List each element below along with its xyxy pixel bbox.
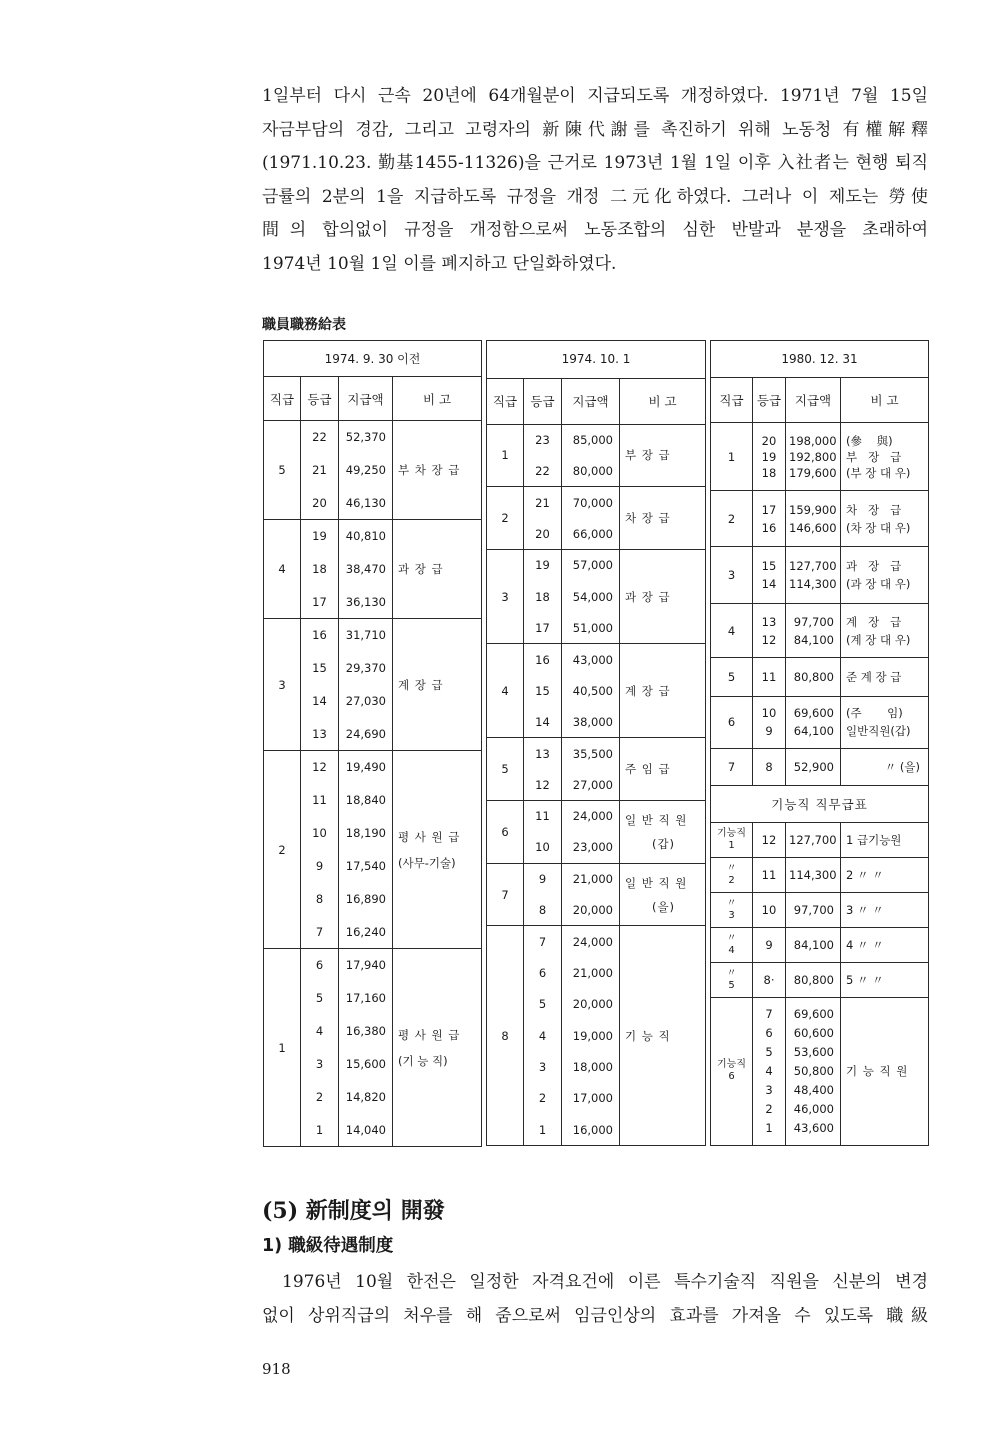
amount-cell: 43,000	[562, 644, 620, 675]
remark-cell: 기 능 직 원	[841, 997, 929, 1145]
table-title: 職員職務給表	[262, 317, 346, 333]
amount-cell: 18,840	[339, 784, 393, 817]
remark-cell: (주 임) 일반직원(갑)	[841, 697, 929, 748]
col-remark: 비 고	[841, 378, 929, 423]
remark-cell: 〃 (을)	[841, 748, 929, 785]
page-number: 918	[262, 1360, 291, 1378]
amount-cell: 19,490	[339, 751, 393, 784]
amount-cell: 15,600	[339, 1048, 393, 1081]
amount-cell: 17,540	[339, 850, 393, 883]
section-heading: (5) 新制度의 開發	[262, 1198, 445, 1224]
amount-cell: 97,700 84,100	[786, 604, 841, 658]
period-header: 1980. 12. 31	[711, 341, 929, 378]
remark-cell: 과 장 급 (과 장 대 우)	[841, 546, 929, 604]
remark-cell: 부 차 장 급	[393, 421, 482, 520]
amount-cell: 127,700	[786, 822, 841, 857]
amount-cell: 21,000	[562, 957, 620, 988]
step-cell: 9	[753, 927, 786, 962]
col-amount: 지급액	[786, 378, 841, 423]
amount-cell: 52,370	[339, 421, 393, 454]
remark-line: 평 사 원 급	[398, 1027, 461, 1042]
amount-cell: 51,000	[562, 612, 620, 643]
amount-cell: 18,190	[339, 817, 393, 850]
tech-grade-cell: 기능직 1	[711, 822, 753, 857]
col-grade: 직급	[487, 378, 524, 424]
remark-cell: 부 장 급	[620, 424, 706, 487]
tech-grade-cell: 〃 5	[711, 962, 753, 997]
amount-cell: 159,900 146,600	[786, 491, 841, 547]
grade-cell: 5	[487, 738, 524, 801]
step-cell: 20	[524, 518, 562, 549]
amount-cell: 38,000	[562, 706, 620, 737]
step-cell: 18	[524, 581, 562, 612]
step-cell: 6	[301, 949, 339, 982]
step-cell: 14	[301, 685, 339, 718]
amount-cell: 127,700 114,300	[786, 546, 841, 604]
grade-cell: 1	[487, 424, 524, 487]
amount-cell: 38,470	[339, 553, 393, 586]
remark-cell: 1 급기능원	[841, 822, 929, 857]
text-line: (1971.10.23. 勤基1455-11326)을 근거로 1973년 1월 1일 이후 入社者는 현행 퇴직	[262, 153, 928, 173]
remark-cell: 준 계 장 급	[841, 658, 929, 697]
grade-cell: 7	[487, 863, 524, 926]
step-cell: 12	[753, 822, 786, 857]
remark-cell: 4 〃 〃	[841, 927, 929, 962]
amount-cell: 80,000	[562, 455, 620, 486]
grade-cell: 2	[264, 751, 301, 949]
step-cell: 17	[301, 586, 339, 619]
remark-cell: 계 장 급	[620, 644, 706, 738]
amount-cell: 23,000	[562, 832, 620, 863]
amount-cell: 24,690	[339, 718, 393, 751]
amount-cell: 19,000	[562, 1020, 620, 1051]
amount-cell: 24,000	[562, 926, 620, 957]
col-step: 등급	[524, 378, 562, 424]
step-cell: 5	[301, 982, 339, 1015]
amount-cell: 27,030	[339, 685, 393, 718]
step-cell: 17	[524, 612, 562, 643]
tech-subtable-title: 기능직 직무급표	[711, 785, 929, 822]
step-cell: 21	[301, 454, 339, 487]
step-cell: 11	[301, 784, 339, 817]
step-cell: 9	[301, 850, 339, 883]
step-cell: 15	[524, 675, 562, 706]
remark-cell: 계 장 급	[393, 619, 482, 751]
text-line: 없이 상위직급의 처우를 해 줌으로써 임금인상의 효과를 가져올 수 있도록 職級	[262, 1305, 928, 1326]
step-cell: 20 19 18	[753, 423, 786, 491]
amount-cell: 85,000	[562, 424, 620, 455]
step-cell: 7 6 5 4 3 2 1	[753, 997, 786, 1145]
grade-cell: 3	[487, 550, 524, 644]
step-cell: 13 12	[753, 604, 786, 658]
step-cell: 21	[524, 487, 562, 518]
amount-cell: 14,040	[339, 1114, 393, 1147]
step-cell: 8	[753, 748, 786, 785]
tech-grade-cell: 〃 2	[711, 857, 753, 892]
col-amount: 지급액	[339, 377, 393, 421]
step-cell: 2	[301, 1081, 339, 1114]
text-line: 금률의 2분의 1을 지급하도록 규정을 개정 二元化하였다. 그러나 이 제도는 勞使	[262, 186, 928, 207]
amount-cell: 29,370	[339, 652, 393, 685]
text-line: 자금부담의 경감, 그리고 고령자의 新陳代謝를 촉진하기 위해 노동청 有權解釋	[262, 119, 928, 140]
amount-cell: 16,240	[339, 916, 393, 949]
step-cell: 8	[524, 895, 562, 926]
amount-cell: 84,100	[786, 927, 841, 962]
tech-grade-cell: 〃 3	[711, 892, 753, 927]
grade-cell: 6	[487, 800, 524, 863]
step-cell: 22	[524, 455, 562, 486]
step-cell: 18	[301, 553, 339, 586]
remark-line: (기 능 직)	[398, 1053, 448, 1068]
step-cell: 8·	[753, 962, 786, 997]
amount-cell: 16,000	[562, 1114, 620, 1145]
grade-cell: 1	[711, 423, 753, 491]
remark-line: 평 사 원 급	[398, 829, 461, 844]
tech-grade-cell: 〃 4	[711, 927, 753, 962]
amount-cell: 69,600 64,100	[786, 697, 841, 748]
col-step: 등급	[753, 378, 786, 423]
amount-cell: 198,000 192,800 179,600	[786, 423, 841, 491]
amount-cell: 40,500	[562, 675, 620, 706]
grade-cell: 3	[711, 546, 753, 604]
text-line: 1976년 10월 한전은 일정한 자격요건에 이른 특수기술직 직원을 신분의 변경	[282, 1272, 928, 1292]
grade-cell: 2	[711, 491, 753, 547]
grade-cell: 5	[264, 421, 301, 520]
step-cell: 16	[301, 619, 339, 652]
remark-line: (을)	[651, 899, 676, 914]
grade-cell: 2	[487, 487, 524, 550]
amount-cell: 20,000	[562, 989, 620, 1020]
amount-cell: 14,820	[339, 1081, 393, 1114]
step-cell: 3	[524, 1051, 562, 1082]
amount-cell: 46,130	[339, 487, 393, 520]
period-header: 1974. 10. 1	[487, 341, 706, 379]
step-cell: 16	[524, 644, 562, 675]
amount-cell: 114,300	[786, 857, 841, 892]
grade-cell: 3	[264, 619, 301, 751]
remark-cell: 2 〃 〃	[841, 857, 929, 892]
remark-cell	[393, 751, 482, 949]
step-cell: 2	[524, 1083, 562, 1114]
remark-line: (사무-기술)	[398, 855, 456, 870]
amount-cell: 36,130	[339, 586, 393, 619]
sub-heading: 1) 職級待遇制度	[262, 1236, 394, 1256]
amount-cell: 49,250	[339, 454, 393, 487]
step-cell: 20	[301, 487, 339, 520]
remark-cell: 5 〃 〃	[841, 962, 929, 997]
amount-cell: 35,500	[562, 738, 620, 769]
amount-cell: 31,710	[339, 619, 393, 652]
step-cell: 7	[524, 926, 562, 957]
text-line: 間의 합의없이 규정을 개정함으로써 노동조합의 심한 반발과 분쟁을 초래하여	[262, 220, 928, 240]
remark-cell: 과 장 급	[393, 520, 482, 619]
col-remark: 비 고	[393, 377, 482, 421]
grade-cell: 7	[711, 748, 753, 785]
step-cell: 8	[301, 883, 339, 916]
step-cell: 10	[524, 832, 562, 863]
step-cell: 17 16	[753, 491, 786, 547]
amount-cell: 17,000	[562, 1083, 620, 1114]
grade-cell: 4	[711, 604, 753, 658]
remark-cell: 차 장 급	[620, 487, 706, 550]
step-cell: 5	[524, 989, 562, 1020]
pay-table-1974-10	[486, 340, 706, 1146]
amount-cell: 80,800	[786, 658, 841, 697]
amount-cell: 97,700	[786, 892, 841, 927]
remark-cell	[393, 949, 482, 1147]
grade-cell: 6	[711, 697, 753, 748]
amount-cell: 57,000	[562, 550, 620, 581]
grade-cell: 1	[264, 949, 301, 1147]
step-cell: 10	[753, 892, 786, 927]
amount-cell: 54,000	[562, 581, 620, 612]
step-cell: 11	[753, 658, 786, 697]
remark-line: 일 반 직 원	[625, 812, 688, 827]
amount-cell: 40,810	[339, 520, 393, 553]
step-cell: 11	[753, 857, 786, 892]
remark-cell: 3 〃 〃	[841, 892, 929, 927]
step-cell: 15	[301, 652, 339, 685]
grade-cell: 4	[487, 644, 524, 738]
step-cell: 12	[524, 769, 562, 800]
amount-cell: 17,160	[339, 982, 393, 1015]
step-cell: 10 9	[753, 697, 786, 748]
remark-cell: 계 장 급 (계 장 대 우)	[841, 604, 929, 658]
remark-cell: 주 임 급	[620, 738, 706, 801]
remark-cell: 기 능 직	[620, 926, 706, 1146]
remark-line: 일 반 직 원	[625, 875, 688, 890]
col-step: 등급	[301, 377, 339, 421]
step-cell: 23	[524, 424, 562, 455]
grade-cell: 8	[487, 926, 524, 1146]
intro-paragraph	[262, 80, 928, 281]
step-cell: 3	[301, 1048, 339, 1081]
grade-cell: 4	[264, 520, 301, 619]
step-cell: 19	[524, 550, 562, 581]
col-amount: 지급액	[562, 378, 620, 424]
step-cell: 7	[301, 916, 339, 949]
tech-grade-cell: 기능직 6	[711, 997, 753, 1145]
amount-cell: 69,600 60,600 53,600 50,800 48,400 46,000 43,600	[786, 997, 841, 1145]
step-cell: 1	[301, 1114, 339, 1147]
amount-cell: 17,940	[339, 949, 393, 982]
step-cell: 6	[524, 957, 562, 988]
step-cell: 22	[301, 421, 339, 454]
amount-cell: 24,000	[562, 800, 620, 831]
remark-cell	[620, 863, 706, 926]
amount-cell: 21,000	[562, 863, 620, 894]
remark-cell: (參 與) 부 장 급 (부 장 대 우)	[841, 423, 929, 491]
text-line: 1974년 10월 1일 이를 폐지하고 단일화하였다.	[262, 253, 617, 274]
remark-cell	[620, 800, 706, 863]
col-remark: 비 고	[620, 378, 706, 424]
step-cell: 4	[301, 1015, 339, 1048]
amount-cell: 52,900	[786, 748, 841, 785]
text-line: 1일부터 다시 근속 20년에 64개월분이 지급되도록 개정하였다. 1971년 7월 15일	[262, 86, 928, 106]
grade-cell: 5	[711, 658, 753, 697]
body-paragraph	[262, 1266, 928, 1333]
pay-table-1980	[710, 340, 929, 1146]
col-grade: 직급	[264, 377, 301, 421]
step-cell: 19	[301, 520, 339, 553]
step-cell: 11	[524, 800, 562, 831]
step-cell: 1	[524, 1114, 562, 1145]
amount-cell: 70,000	[562, 487, 620, 518]
remark-line: (갑)	[651, 836, 676, 851]
pay-table-before-1974	[263, 340, 482, 1147]
amount-cell: 80,800	[786, 962, 841, 997]
step-cell: 9	[524, 863, 562, 894]
col-grade: 직급	[711, 378, 753, 423]
step-cell: 10	[301, 817, 339, 850]
remark-cell: 과 장 급	[620, 550, 706, 644]
amount-cell: 18,000	[562, 1051, 620, 1082]
step-cell: 12	[301, 751, 339, 784]
period-header: 1974. 9. 30 이전	[264, 341, 482, 377]
step-cell: 15 14	[753, 546, 786, 604]
amount-cell: 20,000	[562, 895, 620, 926]
step-cell: 4	[524, 1020, 562, 1051]
amount-cell: 66,000	[562, 518, 620, 549]
remark-cell: 차 장 급 (차 장 대 우)	[841, 491, 929, 547]
amount-cell: 16,380	[339, 1015, 393, 1048]
amount-cell: 27,000	[562, 769, 620, 800]
amount-cell: 16,890	[339, 883, 393, 916]
step-cell: 14	[524, 706, 562, 737]
step-cell: 13	[524, 738, 562, 769]
step-cell: 13	[301, 718, 339, 751]
